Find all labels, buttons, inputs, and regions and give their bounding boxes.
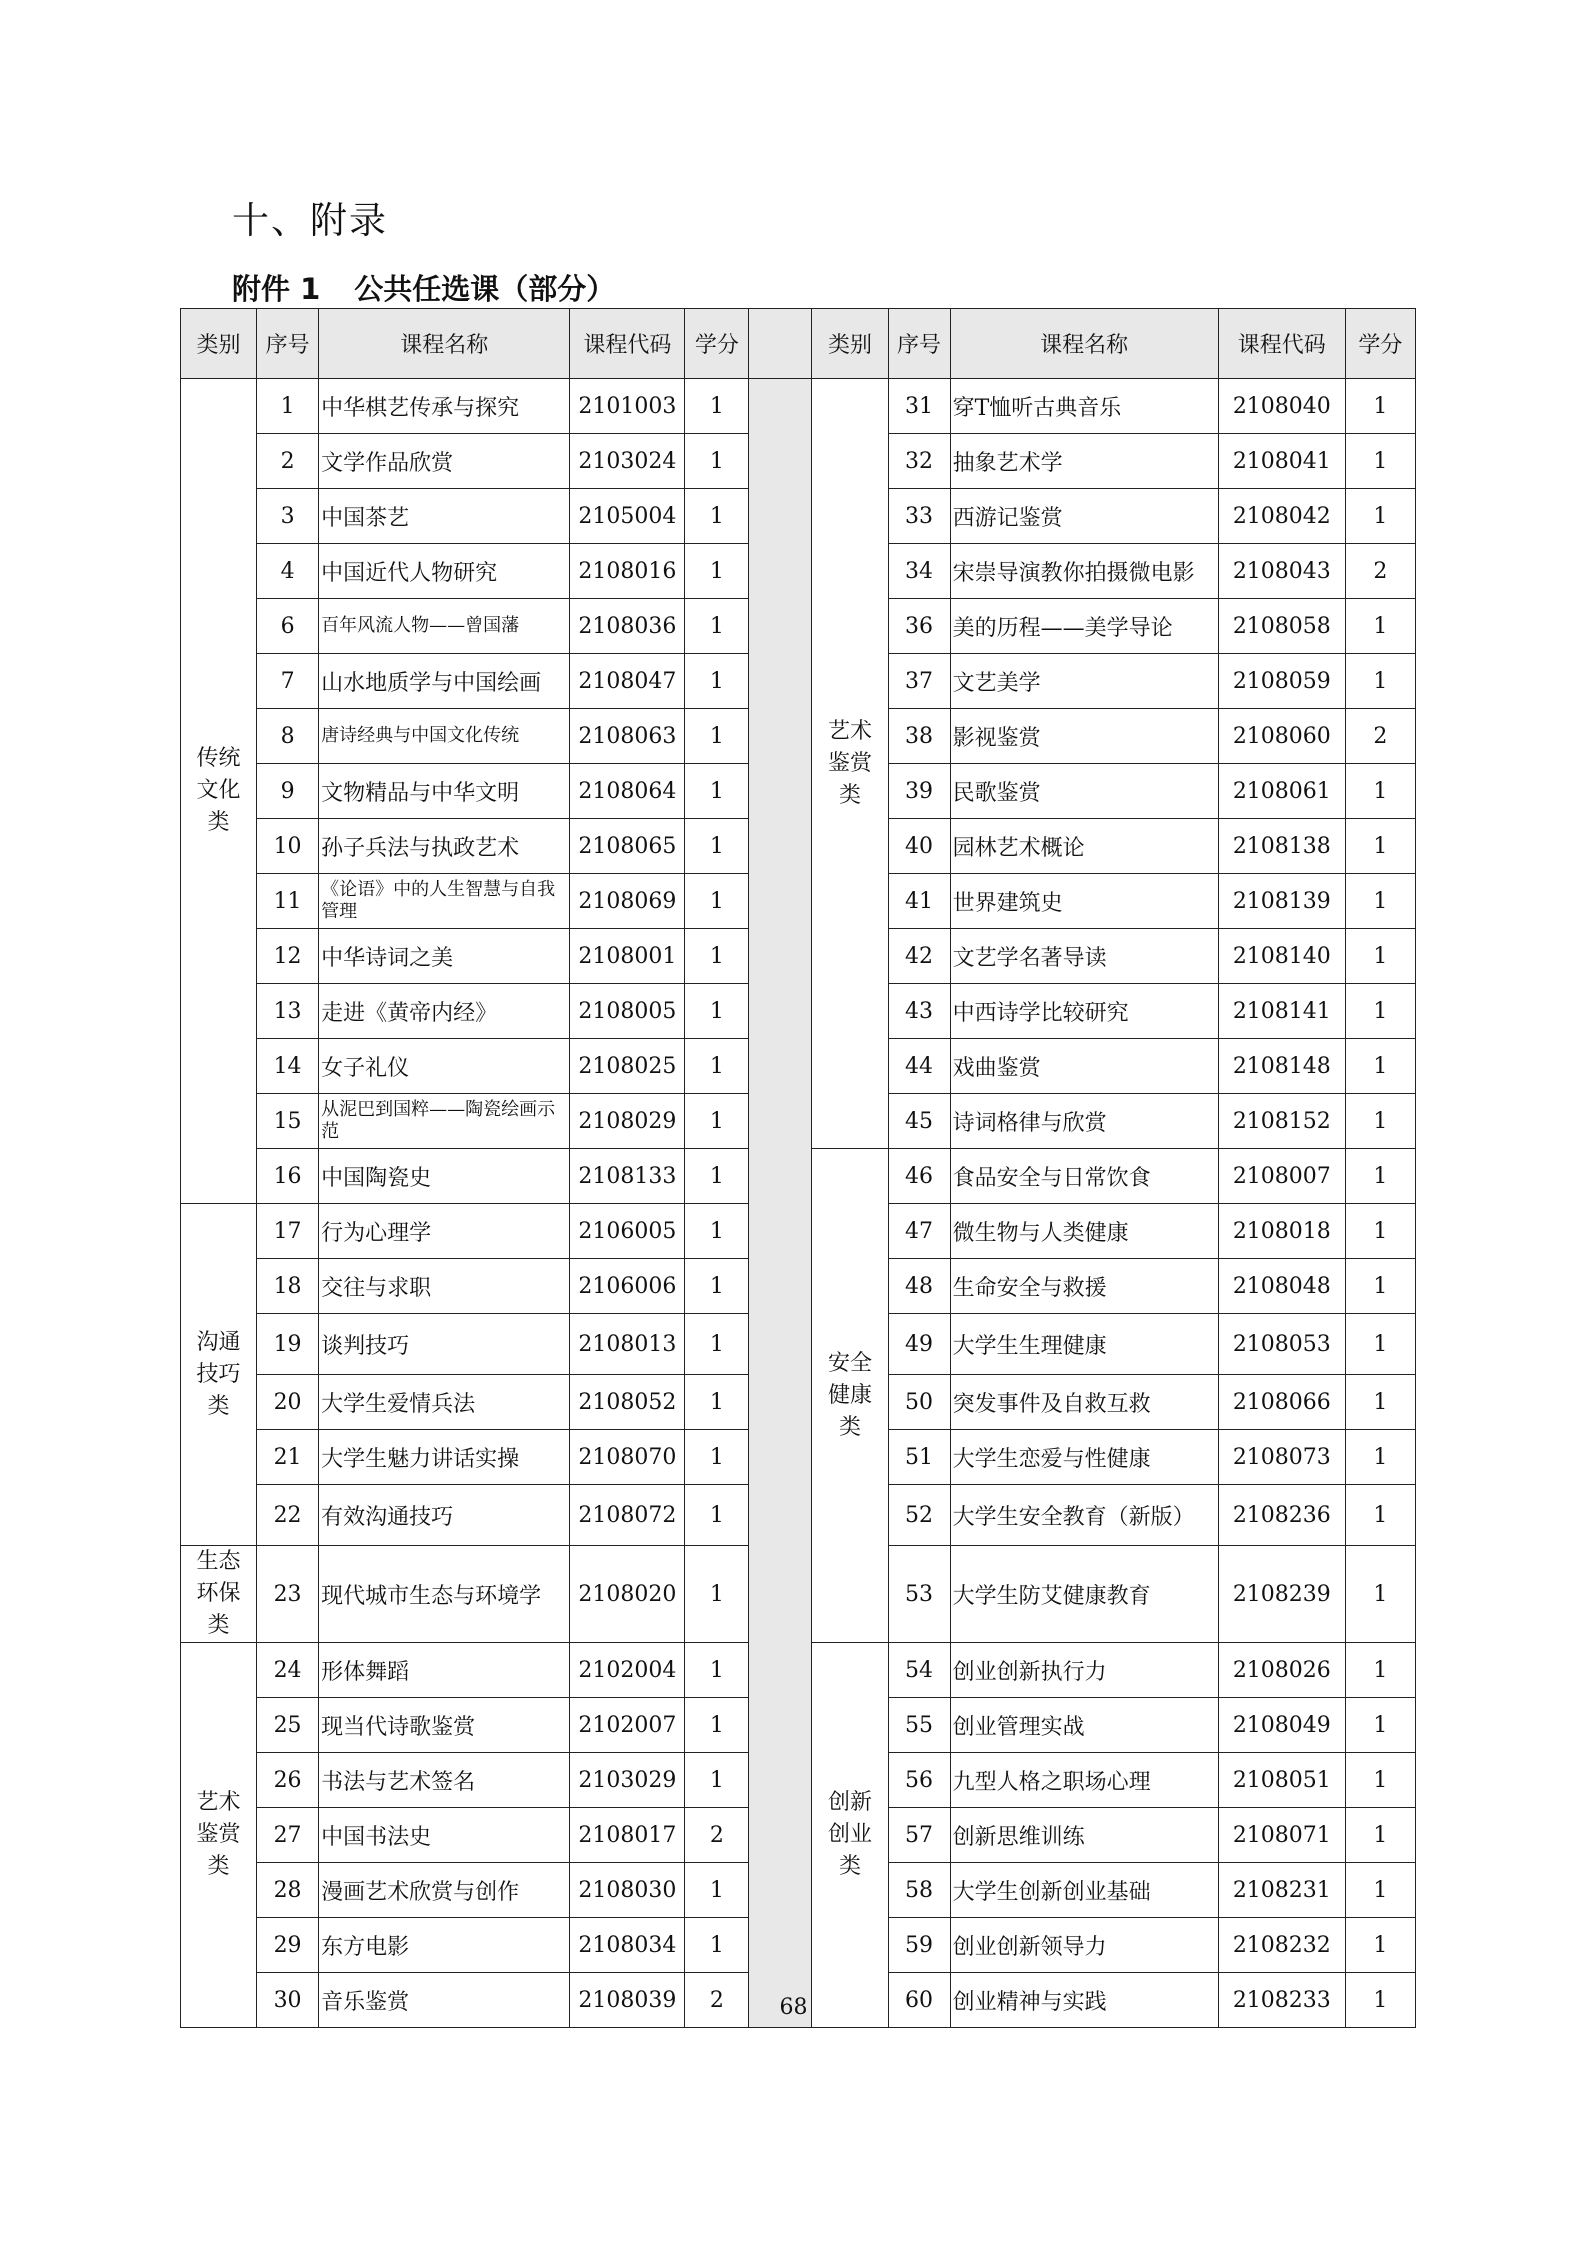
column-divider: [749, 309, 812, 379]
category-cell: 传统文化类: [181, 379, 257, 1204]
course-name: 大学生安全教育（新版）: [950, 1485, 1218, 1546]
column-divider: [749, 379, 812, 2028]
course-number: 8: [257, 709, 319, 764]
course-credit: 1: [685, 1430, 749, 1485]
course-code: 2108018: [1218, 1204, 1345, 1259]
course-name: 穿T恤听古典音乐: [950, 379, 1218, 434]
course-credit: 1: [1345, 1314, 1415, 1375]
course-number: 10: [257, 819, 319, 874]
course-code: 2108013: [570, 1314, 685, 1375]
course-number: 46: [888, 1149, 950, 1204]
course-number: 32: [888, 434, 950, 489]
course-code: 2108060: [1218, 709, 1345, 764]
course-number: 54: [888, 1643, 950, 1698]
course-credit: 1: [1345, 1204, 1415, 1259]
header-course-name: 课程名称: [319, 309, 570, 379]
course-credit: 1: [685, 1643, 749, 1698]
course-name: 诗词格律与欣赏: [950, 1094, 1218, 1149]
course-credit: 1: [1345, 1753, 1415, 1808]
table-row: [181, 379, 1416, 434]
course-name: 有效沟通技巧: [319, 1485, 570, 1546]
section-title: 十、附录: [232, 199, 388, 242]
course-code: 2108001: [570, 929, 685, 984]
course-number: 19: [257, 1314, 319, 1375]
course-code: 2108233: [1218, 1973, 1345, 2028]
course-number: 11: [257, 874, 319, 929]
course-credit: 1: [1345, 1698, 1415, 1753]
category-cell: 艺术鉴赏类: [181, 1643, 257, 2028]
course-number: 47: [888, 1204, 950, 1259]
course-credit: 1: [1345, 1863, 1415, 1918]
course-code: 2108239: [1218, 1546, 1345, 1643]
course-name: 漫画艺术欣赏与创作: [319, 1863, 570, 1918]
course-code: 2108071: [1218, 1808, 1345, 1863]
course-name: 九型人格之职场心理: [950, 1753, 1218, 1808]
course-number: 16: [257, 1149, 319, 1204]
course-credit: 1: [1345, 1485, 1415, 1546]
course-number: 58: [888, 1863, 950, 1918]
course-number: 59: [888, 1918, 950, 1973]
course-number: 57: [888, 1808, 950, 1863]
course-code: 2108016: [570, 544, 685, 599]
course-code: 2108047: [570, 654, 685, 709]
course-credit: 2: [1345, 544, 1415, 599]
course-number: 9: [257, 764, 319, 819]
course-code: 2108069: [570, 874, 685, 929]
course-name: 现代城市生态与环境学: [319, 1546, 570, 1643]
course-number: 49: [888, 1314, 950, 1375]
course-code: 2108052: [570, 1375, 685, 1430]
course-code: 2102007: [570, 1698, 685, 1753]
header-credit: 学分: [685, 309, 749, 379]
course-code: 2103029: [570, 1753, 685, 1808]
header-number: 序号: [257, 309, 319, 379]
course-code: 2108049: [1218, 1698, 1345, 1753]
header-number: 序号: [888, 309, 950, 379]
course-credit: 1: [685, 379, 749, 434]
course-credit: 1: [1345, 819, 1415, 874]
course-credit: 1: [685, 929, 749, 984]
course-name: 中国书法史: [319, 1808, 570, 1863]
course-code: 2102004: [570, 1643, 685, 1698]
course-name: 中西诗学比较研究: [950, 984, 1218, 1039]
course-credit: 1: [685, 1375, 749, 1430]
header-course-name: 课程名称: [950, 309, 1218, 379]
course-credit: 1: [685, 599, 749, 654]
course-name: 世界建筑史: [950, 874, 1218, 929]
course-name: 中国茶艺: [319, 489, 570, 544]
course-credit: 1: [685, 1753, 749, 1808]
course-code: 2108065: [570, 819, 685, 874]
course-name: 孙子兵法与执政艺术: [319, 819, 570, 874]
course-number: 43: [888, 984, 950, 1039]
course-name: 走进《黄帝内经》: [319, 984, 570, 1039]
course-credit: 1: [1345, 929, 1415, 984]
course-number: 38: [888, 709, 950, 764]
course-code: 2108231: [1218, 1863, 1345, 1918]
header-course-code: 课程代码: [570, 309, 685, 379]
course-number: 26: [257, 1753, 319, 1808]
course-code: 2108236: [1218, 1485, 1345, 1546]
course-name: 创业创新执行力: [950, 1643, 1218, 1698]
course-name: 中华棋艺传承与探究: [319, 379, 570, 434]
course-name: 书法与艺术签名: [319, 1753, 570, 1808]
course-number: 50: [888, 1375, 950, 1430]
course-number: 41: [888, 874, 950, 929]
course-code: 2106005: [570, 1204, 685, 1259]
course-credit: 1: [685, 1259, 749, 1314]
course-name: 抽象艺术学: [950, 434, 1218, 489]
course-name: 音乐鉴赏: [319, 1973, 570, 2028]
course-number: 27: [257, 1808, 319, 1863]
course-name: 文艺美学: [950, 654, 1218, 709]
course-name: 形体舞蹈: [319, 1643, 570, 1698]
course-number: 53: [888, 1546, 950, 1643]
course-number: 31: [888, 379, 950, 434]
course-credit: 1: [1345, 1643, 1415, 1698]
course-number: 3: [257, 489, 319, 544]
course-credit: 1: [1345, 379, 1415, 434]
course-number: 29: [257, 1918, 319, 1973]
course-credit: 1: [1345, 1546, 1415, 1643]
course-credit: 2: [1345, 709, 1415, 764]
course-name: 山水地质学与中国绘画: [319, 654, 570, 709]
course-credit: 1: [685, 764, 749, 819]
course-credit: 1: [685, 1918, 749, 1973]
course-number: 44: [888, 1039, 950, 1094]
course-credit: 1: [685, 544, 749, 599]
course-number: 28: [257, 1863, 319, 1918]
course-name: 百年风流人物——曾国藩: [319, 599, 570, 654]
course-number: 22: [257, 1485, 319, 1546]
course-credit: 1: [1345, 764, 1415, 819]
course-name: 女子礼仪: [319, 1039, 570, 1094]
course-code: 2108072: [570, 1485, 685, 1546]
header-credit: 学分: [1345, 309, 1415, 379]
appendix-heading: 公共任选课（部分）: [354, 272, 616, 306]
course-code: 2108025: [570, 1039, 685, 1094]
course-name: 大学生创新创业基础: [950, 1863, 1218, 1918]
course-code: 2108042: [1218, 489, 1345, 544]
course-table: [180, 308, 1416, 2028]
course-code: 2103024: [570, 434, 685, 489]
course-credit: 1: [685, 1204, 749, 1259]
course-code: 2108053: [1218, 1314, 1345, 1375]
course-name: 创新思维训练: [950, 1808, 1218, 1863]
course-name: 唐诗经典与中国文化传统: [319, 709, 570, 764]
category-cell: 生态环保类: [181, 1546, 257, 1643]
course-name: 戏曲鉴赏: [950, 1039, 1218, 1094]
course-code: 2108148: [1218, 1039, 1345, 1094]
course-credit: 1: [685, 434, 749, 489]
course-code: 2108066: [1218, 1375, 1345, 1430]
course-name: 谈判技巧: [319, 1314, 570, 1375]
course-name: 现当代诗歌鉴赏: [319, 1698, 570, 1753]
course-name: 宋崇导演教你拍摄微电影: [950, 544, 1218, 599]
course-name: 微生物与人类健康: [950, 1204, 1218, 1259]
course-number: 25: [257, 1698, 319, 1753]
course-code: 2106006: [570, 1259, 685, 1314]
course-number: 6: [257, 599, 319, 654]
course-code: 2108029: [570, 1094, 685, 1149]
course-credit: 1: [1345, 1430, 1415, 1485]
course-code: 2108005: [570, 984, 685, 1039]
course-credit: 1: [1345, 1039, 1415, 1094]
course-code: 2108061: [1218, 764, 1345, 819]
course-number: 1: [257, 379, 319, 434]
course-name: 中国近代人物研究: [319, 544, 570, 599]
course-credit: 1: [685, 1039, 749, 1094]
course-number: 20: [257, 1375, 319, 1430]
course-number: 12: [257, 929, 319, 984]
appendix-title: [232, 267, 615, 308]
course-code: 2108138: [1218, 819, 1345, 874]
course-code: 2108139: [1218, 874, 1345, 929]
course-credit: 1: [1345, 1973, 1415, 2028]
course-code: 2108141: [1218, 984, 1345, 1039]
course-number: 55: [888, 1698, 950, 1753]
course-code: 2108070: [570, 1430, 685, 1485]
course-credit: 1: [1345, 984, 1415, 1039]
course-number: 45: [888, 1094, 950, 1149]
course-code: 2108152: [1218, 1094, 1345, 1149]
course-code: 2108040: [1218, 379, 1345, 434]
course-code: 2108041: [1218, 434, 1345, 489]
course-credit: 1: [685, 984, 749, 1039]
course-name: 《论语》中的人生智慧与自我管理: [319, 874, 570, 929]
course-code: 2108020: [570, 1546, 685, 1643]
course-credit: 1: [1345, 1808, 1415, 1863]
course-credit: 2: [685, 1973, 749, 2028]
header-category: 类别: [812, 309, 888, 379]
course-number: 24: [257, 1643, 319, 1698]
course-number: 42: [888, 929, 950, 984]
course-name: 交往与求职: [319, 1259, 570, 1314]
course-credit: 1: [1345, 874, 1415, 929]
course-number: 14: [257, 1039, 319, 1094]
course-name: 从泥巴到国粹——陶瓷绘画示范: [319, 1094, 570, 1149]
course-credit: 1: [685, 1094, 749, 1149]
course-credit: 1: [685, 1863, 749, 1918]
course-code: 2105004: [570, 489, 685, 544]
course-number: 4: [257, 544, 319, 599]
course-name: 生命安全与救援: [950, 1259, 1218, 1314]
course-number: 51: [888, 1430, 950, 1485]
course-code: 2108058: [1218, 599, 1345, 654]
course-name: 东方电影: [319, 1918, 570, 1973]
course-number: 36: [888, 599, 950, 654]
course-code: 2101003: [570, 379, 685, 434]
course-credit: 1: [685, 709, 749, 764]
course-name: 西游记鉴赏: [950, 489, 1218, 544]
course-name: 中华诗词之美: [319, 929, 570, 984]
course-number: 21: [257, 1430, 319, 1485]
course-name: 文艺学名著导读: [950, 929, 1218, 984]
course-name: 园林艺术概论: [950, 819, 1218, 874]
course-credit: 1: [685, 1149, 749, 1204]
course-credit: 1: [1345, 1094, 1415, 1149]
course-code: 2108043: [1218, 544, 1345, 599]
course-name: 大学生恋爱与性健康: [950, 1430, 1218, 1485]
course-number: 18: [257, 1259, 319, 1314]
course-name: 中国陶瓷史: [319, 1149, 570, 1204]
course-code: 2108059: [1218, 654, 1345, 709]
course-number: 40: [888, 819, 950, 874]
course-number: 52: [888, 1485, 950, 1546]
course-code: 2108026: [1218, 1643, 1345, 1698]
category-cell: 艺术鉴赏类: [812, 379, 888, 1149]
course-number: 33: [888, 489, 950, 544]
course-number: 56: [888, 1753, 950, 1808]
course-credit: 1: [685, 1485, 749, 1546]
course-name: 创业创新领导力: [950, 1918, 1218, 1973]
course-name: 美的历程——美学导论: [950, 599, 1218, 654]
category-cell: 安全健康类: [812, 1149, 888, 1643]
course-name: 创业管理实战: [950, 1698, 1218, 1753]
course-credit: 1: [685, 1314, 749, 1375]
course-credit: 1: [1345, 654, 1415, 709]
course-code: 2108036: [570, 599, 685, 654]
course-number: 15: [257, 1094, 319, 1149]
course-credit: 1: [1345, 1149, 1415, 1204]
course-credit: 1: [685, 819, 749, 874]
category-cell: 创新创业类: [812, 1643, 888, 2028]
course-code: 2108030: [570, 1863, 685, 1918]
course-code: 2108039: [570, 1973, 685, 2028]
course-credit: 1: [1345, 434, 1415, 489]
appendix-label: 附件 1: [232, 272, 321, 306]
course-credit: 1: [685, 1546, 749, 1643]
category-cell: 沟通技巧类: [181, 1204, 257, 1546]
course-credit: 1: [685, 654, 749, 709]
header-course-code: 课程代码: [1218, 309, 1345, 379]
course-name: 大学生防艾健康教育: [950, 1546, 1218, 1643]
course-number: 48: [888, 1259, 950, 1314]
course-code: 2108051: [1218, 1753, 1345, 1808]
course-credit: 1: [685, 489, 749, 544]
course-name: 大学生魅力讲话实操: [319, 1430, 570, 1485]
course-number: 39: [888, 764, 950, 819]
course-number: 34: [888, 544, 950, 599]
course-name: 大学生生理健康: [950, 1314, 1218, 1375]
course-name: 文物精品与中华文明: [319, 764, 570, 819]
course-credit: 1: [1345, 489, 1415, 544]
course-number: 30: [257, 1973, 319, 2028]
course-number: 60: [888, 1973, 950, 2028]
course-code: 2108133: [570, 1149, 685, 1204]
course-credit: 1: [1345, 1375, 1415, 1430]
course-name: 行为心理学: [319, 1204, 570, 1259]
course-number: 17: [257, 1204, 319, 1259]
course-name: 食品安全与日常饮食: [950, 1149, 1218, 1204]
course-code: 2108064: [570, 764, 685, 819]
course-number: 2: [257, 434, 319, 489]
course-name: 突发事件及自救互救: [950, 1375, 1218, 1430]
course-code: 2108034: [570, 1918, 685, 1973]
course-credit: 2: [685, 1808, 749, 1863]
course-name: 文学作品欣赏: [319, 434, 570, 489]
course-name: 创业精神与实践: [950, 1973, 1218, 2028]
course-code: 2108017: [570, 1808, 685, 1863]
header-category: 类别: [181, 309, 257, 379]
course-credit: 1: [685, 874, 749, 929]
course-code: 2108048: [1218, 1259, 1345, 1314]
course-credit: 1: [1345, 1918, 1415, 1973]
course-name: 大学生爱情兵法: [319, 1375, 570, 1430]
course-code: 2108073: [1218, 1430, 1345, 1485]
course-code: 2108232: [1218, 1918, 1345, 1973]
course-code: 2108140: [1218, 929, 1345, 984]
course-name: 民歌鉴赏: [950, 764, 1218, 819]
page-number: 68: [779, 1995, 808, 2020]
course-number: 13: [257, 984, 319, 1039]
course-credit: 1: [1345, 599, 1415, 654]
course-code: 2108007: [1218, 1149, 1345, 1204]
course-name: 影视鉴赏: [950, 709, 1218, 764]
table-header-row: [181, 309, 1416, 379]
course-credit: 1: [1345, 1259, 1415, 1314]
course-number: 7: [257, 654, 319, 709]
course-number: 37: [888, 654, 950, 709]
course-number: 23: [257, 1546, 319, 1643]
course-code: 2108063: [570, 709, 685, 764]
course-credit: 1: [685, 1698, 749, 1753]
